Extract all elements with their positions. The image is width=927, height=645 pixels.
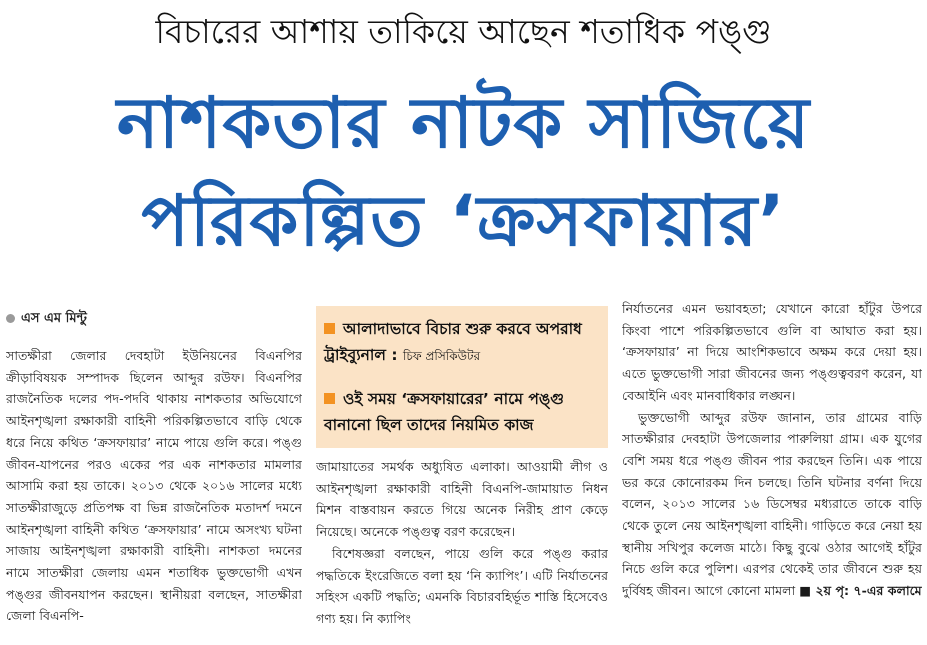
paragraph-text: ভুক্তভোগী আব্দুর রউফ জানান, তার গ্রামের বাড়ি সাতক্ষীরার দেবহাটা উপজেলার পারুলিয়া গ্রাম। এক যুগের বেশি সময় ধরে পঙ্গু জীবন পার করছেন তিনি। এক পায়ে ভর করে কোনোরকম দিন চলছে। তিনি ঘটনার বর্ণনা দিয়ে বলেন, ২০১৩ সালের ১৬ ডিসেম্বর মধ্যরাতে তাকে বাড়ি থেকে তুলে নেয় আইনশৃঙ্খলা বাহিনী। গাড়িতে করে নেয়া হয় স্থানীয় সখিপুর কলেজ মাঠে। কিছু বুঝে ওঠার আগেই হাঁটুর নিচে গুলি করে পুলিশ। এরপর থেকেই তার জীবনে শুরু হয় দুর্বিষহ জীবন। আগে কোনো মামলা — [622, 409, 922, 599]
byline-name: এস এম মিন্টু — [21, 311, 87, 326]
byline — [6, 309, 87, 330]
paragraph: জামায়াতের সমর্থক অধ্যুষিত এলাকা। আওয়ামী লীগ ও আইনশৃঙ্খলা রক্ষাকারী বাহিনী বিএনপি-জামায়াত নিধন মিশন বাস্তবায়ন করতে গিয়ে অনেক নিরীহ প্রাণ কেড়ে নিয়েছে। অনেকে পঙ্গুত্ব বরণ করেছেন। — [316, 459, 608, 540]
bullet-square-icon — [324, 323, 335, 334]
highlight-box — [316, 306, 608, 448]
article-column-1 — [6, 345, 302, 641]
continued-jump-link[interactable]: ■ ২য় পৃ: ৭-এর কলামে — [799, 583, 922, 599]
paragraph: বিশেষজ্ঞরা বলছেন, পায়ে গুলি করে পঙ্গু করার পদ্ধতিকে ইংরেজিতে বলা হয় ‘নি ক্যাপিং’। এটি নির্যাতনের সহিংস একটি পদ্ধতি; এমনকি বিচারবহির্ভূত শাস্তি হিসেবেও গণ্য হয়। নি ক্যাপিং — [316, 545, 608, 626]
highlight-point-2-text: ওই সময় ‘ক্রসফায়ারের’ নামে পঙ্গু বানানো ছিল তাদের নিয়মিত কাজ — [324, 390, 564, 434]
headline-line-1: নাশকতার নাটক সাজিয়ে — [116, 82, 811, 164]
highlight-source: চিফ প্রসিকিউটর — [402, 349, 481, 363]
article-column-3 — [622, 298, 922, 641]
paragraph — [622, 407, 922, 602]
highlight-point-1-text: আলাদাভাবে বিচার শুরু করবে অপরাধ ট্রাইব্যুনাল : — [324, 320, 582, 364]
kicker-headline: বিচারের আশায় তাকিয়ে আছেন শতাধিক পঙ্গু — [155, 12, 772, 51]
headline-line-2: পরিকল্পিত ‘ক্রসফায়ার’ — [141, 180, 786, 262]
article-column-2 — [316, 456, 608, 642]
bullet-square-icon — [324, 393, 335, 404]
highlight-point-2 — [324, 386, 608, 438]
paragraph: সাতক্ষীরা জেলার দেবহাটা ইউনিয়নের বিএনপির ক্রীড়াবিষয়ক সম্পাদক ছিলেন আব্দুর রউফ। বিএনপির রাজনৈতিক দলের পদ-পদবি থাকায় নাশকতার অভিযোগে আইনশৃঙ্খলা রক্ষাকারী বাহিনী পরিকল্পিতভাবে বাড়ি থেকে ধরে নিয়ে কথিত ‘ক্রসফায়ার’ নামে পায়ে গুলি করে। পঙ্গু জীবন-যাপনের পরও একের পর এক নাশকতার মামলার আসামি করা হয় তাকে। ২০১৩ থেকে ২০১৬ সালের মধ্যে সাতক্ষীরাজুড়ে প্রতিপক্ষ বা ভিন্ন রাজনৈতিক মতাদর্শ দমনে আইনশৃঙ্খলা বাহিনী কথিত ‘ক্রসফায়ার’ নামে অসংখ্য ঘটনা সাজায় আইনশৃঙ্খলা রক্ষাকারী বাহিনী। নাশকতা দমনের নামে সাতক্ষীরা জেলায় এমন শতাধিক ভুক্তভোগী এখন পঙ্গুর জীবনযাপন করছেন। স্থানীয়রা বলছেন, সাতক্ষীরা জেলা বিএনপি- — [6, 348, 302, 624]
highlight-point-1 — [324, 316, 608, 369]
byline-dot-icon — [6, 314, 15, 323]
paragraph: নির্যাতনের এমন ভয়াবহতা; যেখানে কারো হাঁটুর উপরে কিংবা পাশে পরিকল্পিতভাবে গুলি বা আঘাত করা হয়। ‘ক্রসফায়ার’ না দিয়ে আংশিকভাবে অক্ষম করে দেয়া হয়। এতে ভুক্তভোগী সারা জীবনের জন্য পঙ্গুত্ববরণ করেন, যা বেআইনি এবং মানবাধিকার লঙ্ঘন। — [622, 301, 922, 403]
